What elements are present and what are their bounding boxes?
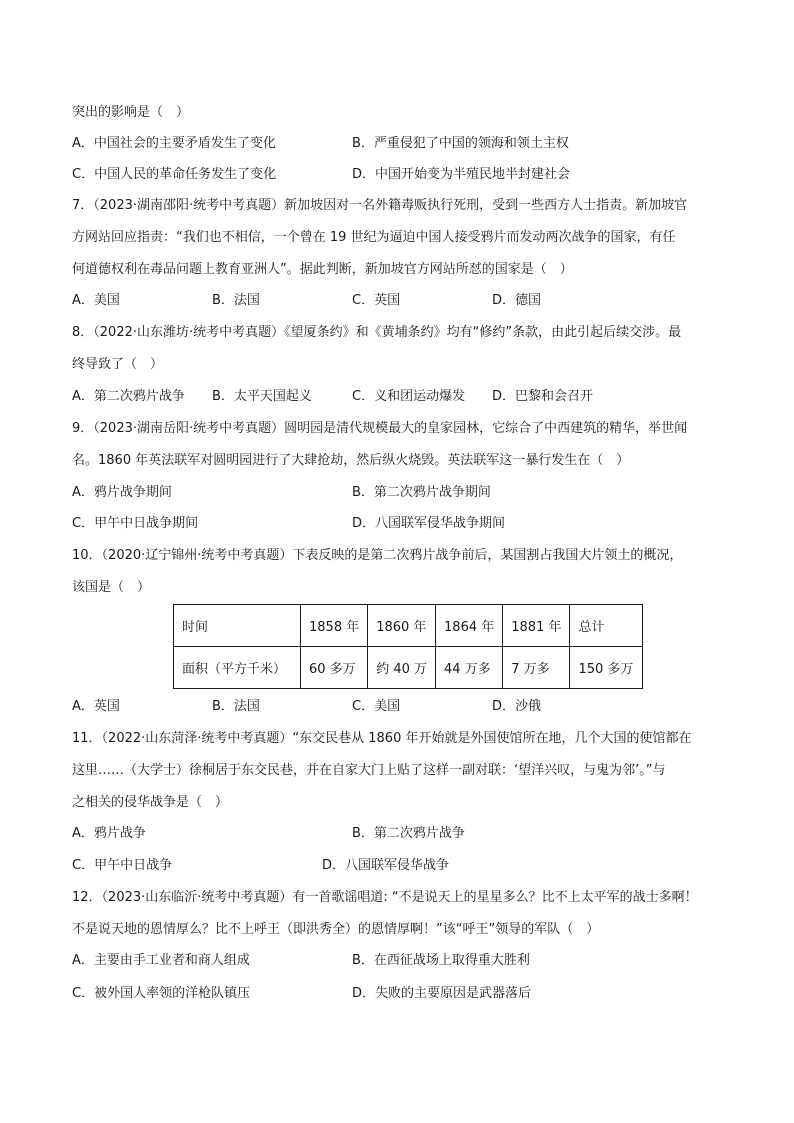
q9-stem-line-2: 名。1860 年英法联军对圆明园进行了大肆抢劫，然后纵火烧毁。英法联军这一暴行发生在（ ） <box>72 453 630 468</box>
table-header-cell: 1860 年 <box>368 605 436 647</box>
q11-option-b[interactable]: B．第二次鸦片战争 <box>352 826 465 841</box>
territory-table <box>173 604 643 689</box>
table-row <box>174 647 643 689</box>
q6-option-d[interactable]: D．中国开始变为半殖民地半封建社会 <box>352 167 571 182</box>
q12-option-d[interactable]: D．失败的主要原因是武器落后 <box>352 986 532 1001</box>
q9-option-b[interactable]: B．第二次鸦片战争期间 <box>352 485 491 500</box>
table-header-cell: 1881 年 <box>503 605 570 647</box>
q12-stem-line-1: 12．（2023·山东临沂·统考中考真题）有一首歌谣唱道: “不是说天上的星星多么？比不上太平军的战士多啊！ <box>72 890 698 905</box>
q12-option-c[interactable]: C．被外国人率领的洋枪队镇压 <box>72 986 251 1001</box>
q10-stem-line-2: 该国是（ ） <box>72 580 151 595</box>
table-header-cell: 1858 年 <box>301 605 368 647</box>
table-header-cell: 1864 年 <box>436 605 503 647</box>
table-header-row <box>174 605 643 647</box>
q8-option-a[interactable]: A．第二次鸦片战争 <box>72 389 185 404</box>
q7-stem-line-2: 方网站回应指责：“我们也不相信，一个曾在 19 世纪为逼迫中国人接受鸦片而发动两次战争的国家，有任 <box>72 230 676 245</box>
table-cell: 约 40 万 <box>368 647 436 689</box>
q11-option-c[interactable]: C．甲午中日战争 <box>72 858 173 873</box>
q10-option-a[interactable]: A．英国 <box>72 699 120 714</box>
q12-option-a[interactable]: A．主要由手工业者和商人组成 <box>72 953 250 968</box>
q7-option-c[interactable]: C．英国 <box>352 293 401 308</box>
q11-option-a[interactable]: A．鸦片战争 <box>72 826 146 841</box>
q10-option-b[interactable]: B．法国 <box>212 699 260 714</box>
q9-option-d[interactable]: D．八国联军侵华战争期间 <box>352 516 506 531</box>
table-cell: 44 万多 <box>436 647 503 689</box>
q8-option-d[interactable]: D．巴黎和会召开 <box>492 389 594 404</box>
q6-option-a[interactable]: A．中国社会的主要矛盾发生了变化 <box>72 136 276 151</box>
q10-option-c[interactable]: C．美国 <box>352 699 401 714</box>
table-cell: 150 多万 <box>570 647 643 689</box>
q9-stem-line-1: 9．（2023·湖南岳阳·统考中考真题）圆明园是清代规模最大的皇家园林，它综合了中西建筑的精华，举世闻 <box>72 421 688 436</box>
table-header-cell: 总计 <box>570 605 643 647</box>
q9-option-a[interactable]: A．鸦片战争期间 <box>72 485 172 500</box>
q11-option-d[interactable]: D．八国联军侵华战争 <box>322 858 450 873</box>
q11-stem-line-3: 之相关的侵华战争是（ ） <box>72 795 229 810</box>
q10-stem-line-1: 10．（2020·辽宁锦州·统考中考真题）下表反映的是第二次鸦片战争前后，某国割占我国大片领土的概况， <box>72 548 683 563</box>
q6-option-c[interactable]: C．中国人民的革命任务发生了变化 <box>72 167 277 182</box>
q11-stem-line-2: 这里……（大学士）徐桐居于东交民巷，并在自家大门上贴了这样一副对联：‘望洋兴叹，与鬼为邻’。”与 <box>72 763 666 778</box>
table-cell: 60 多万 <box>301 647 368 689</box>
q8-option-c[interactable]: C．义和团运动爆发 <box>352 389 466 404</box>
q6-option-b[interactable]: B．严重侵犯了中国的领海和领土主权 <box>352 136 569 151</box>
q8-option-b[interactable]: B．太平天国起义 <box>212 389 312 404</box>
q7-option-a[interactable]: A．美国 <box>72 293 120 308</box>
table-header-cell: 时间 <box>174 605 301 647</box>
q12-stem-line-2: 不是说天地的恩情厚么？比不上呼王（即洪秀全）的恩情厚啊！”该“呼王”领导的军队（ ） <box>72 922 600 937</box>
q7-stem-line-3: 何道德权利在毒品问题上教育亚洲人”。据此判断，新加坡官方网站所怼的国家是（ ） <box>72 262 573 277</box>
q11-stem-line-1: 11．（2022·山东菏泽·统考中考真题）“东交民巷从 1860 年开始就是外国使馆所在地，几个大国的使馆都在 <box>72 731 692 746</box>
table-cell: 面积（平方千米） <box>174 647 301 689</box>
q12-option-b[interactable]: B．在西征战场上取得重大胜利 <box>352 953 530 968</box>
q7-option-b[interactable]: B．法国 <box>212 293 260 308</box>
table-cell: 7 万多 <box>503 647 570 689</box>
q6-stem-tail: 突出的影响是（ ） <box>72 105 190 120</box>
q8-stem-line-2: 终导致了（ ） <box>72 357 164 372</box>
q10-option-d[interactable]: D．沙俄 <box>492 699 542 714</box>
q9-option-c[interactable]: C．甲午中日战争期间 <box>72 516 199 531</box>
q7-option-d[interactable]: D．德国 <box>492 293 542 308</box>
q8-stem-line-1: 8．（2022·山东潍坊·统考中考真题）《望厦条约》和《黄埔条约》均有“修约”条款，由此引起后续交涉。最 <box>72 325 682 340</box>
q7-stem-line-1: 7．（2023·湖南邵阳·统考中考真题）新加坡因对一名外籍毒贩执行死刑，受到一些西方人士指责。新加坡官 <box>72 198 688 213</box>
